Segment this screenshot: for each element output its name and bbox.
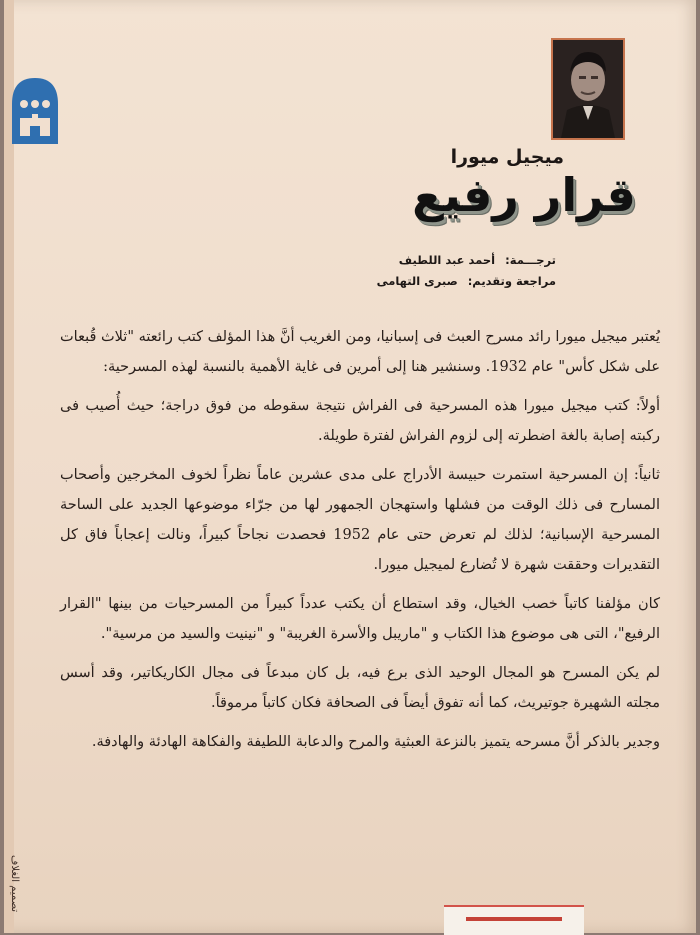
barcode-sticker <box>444 905 584 935</box>
author-portrait <box>551 38 625 140</box>
blurb-text <box>60 322 660 766</box>
cover-design-credit: تصميم الغلاف <box>9 855 20 913</box>
blurb-paragraph: كان مؤلفنا كاتباً خصب الخيال، وقد استطاع أن يكتب عدداً كبيراً من المسرحيات من بينها "القرار الرفيع"، التى هى موضوع هذا الكتاب و "ماريبل والأسرة الغريبة" و "نينيت والسيد من مرسية". <box>60 596 660 642</box>
reviewer-credit <box>356 271 556 292</box>
blurb-paragraph: لم يكن المسرح هو المجال الوحيد الذى برع فيه، بل كان مبدعاً فى مجال الكاريكاتير، وقد أسس مجلته الشهيرة جوتيريث، كما أنه تفوق أيضاً فى الصحافة فكان كاتباً مرموقاً. <box>60 665 660 711</box>
blurb-paragraph: يُعتبر ميجيل ميورا رائد مسرح العبث فى إسبانيا، ومن الغريب أنَّ هذا المؤلف كتب رائعته "ثلاث قُبعات على شكل كأس" عام 1932. وسنشير هنا إلى أمرين فى غاية الأهمية بالنسبة لهذه المسرحية: <box>60 329 660 375</box>
publisher-logo-icon <box>10 74 60 148</box>
credit-label: ترجـــمة: <box>505 253 556 267</box>
blurb-paragraph: ثانياً: إن المسرحية استمرت حبيسة الأدراج على مدى عشرين عاماً نظراً لخوف المخرجين وأصحاب المسارح فى ذلك الوقت من فشلها واستهجان الجمهور لها من جرّاء موضوعها الجديد على الساحة المسرحية الإسبانية؛ لذلك لم تعرض حتى عام 1952 فحصدت نجاحاً كبيراً، ونالت إعجاباً فاق كل التقديرات وحققت شهرة لا تُضارع لميجيل ميورا. <box>60 467 660 573</box>
translator-credit <box>356 250 556 271</box>
author-name: ميجيل ميورا <box>450 146 564 168</box>
blurb-paragraph: أولاً: كتب ميجيل ميورا هذه المسرحية فى الفراش نتيجة سقوطه من فوق دراجة؛ حيث أُصيب فى ركبته إصابة بالغة اضطرته إلى لزوم الفراش لفترة طويلة. <box>60 398 660 444</box>
sticker-stripe <box>466 917 562 921</box>
blurb-paragraph: وجدير بالذكر أنَّ مسرحه يتميز بالنزعة العبثية والمرح والدعابة اللطيفة والفكاهة الهادئة والهادفة. <box>91 734 660 750</box>
credit-value: أحمد عبد اللطيف <box>398 253 496 267</box>
credit-value: صبرى التهامى <box>376 274 458 288</box>
book-back-cover <box>4 0 696 933</box>
credit-label: مراجعة وتقديم: <box>467 274 556 288</box>
credits-block <box>356 250 556 292</box>
book-title: قرار رفيع <box>412 168 636 222</box>
